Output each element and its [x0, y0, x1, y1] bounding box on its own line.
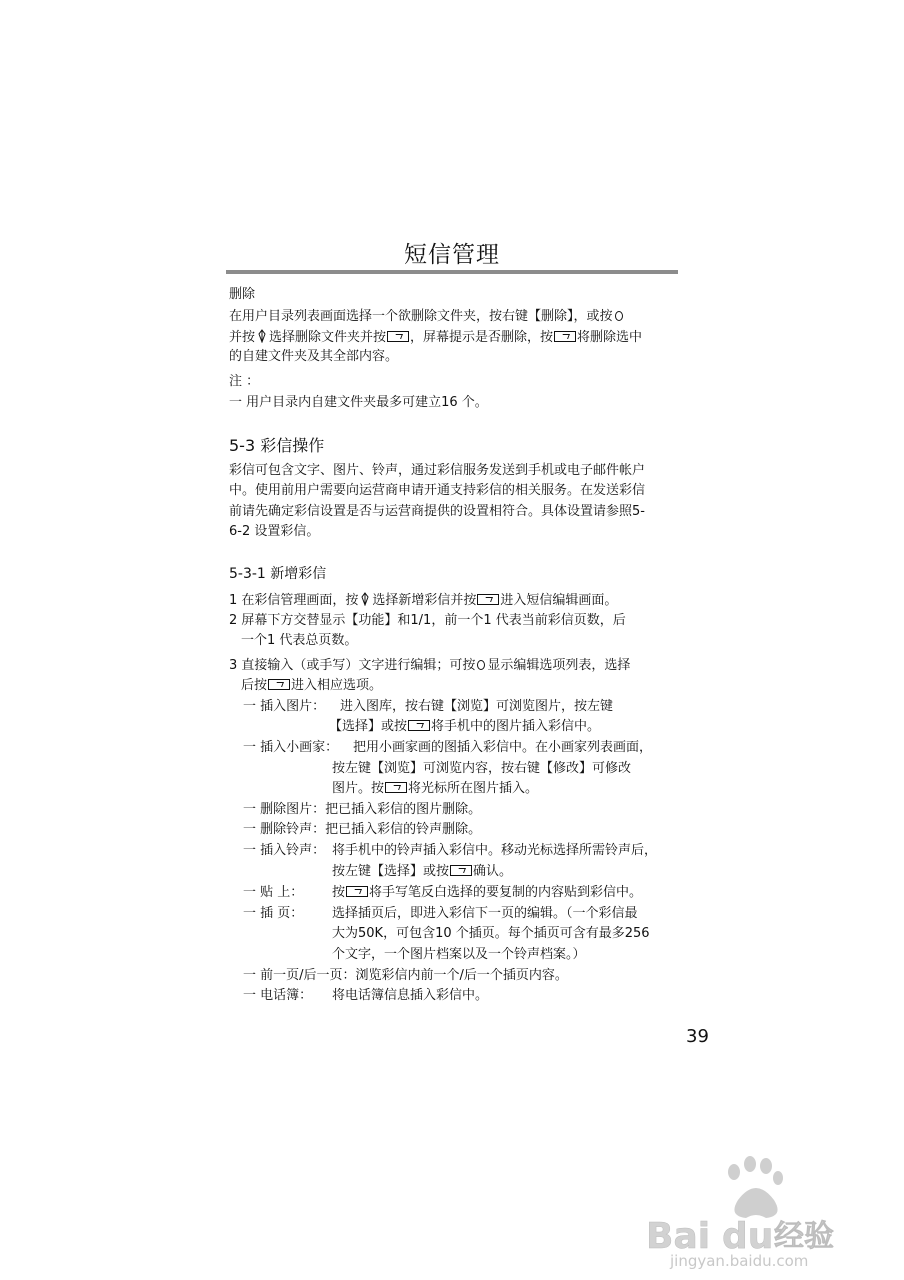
delete-heading: 删除: [229, 287, 256, 302]
option-insert-page-line-1: 选择插页后，即进入彩信下一页的编辑。（一个彩信最: [332, 906, 638, 921]
option-delete-image: 一 删除图片：把已插入彩信的图片删除。: [243, 802, 482, 817]
softkey-icon: [450, 865, 472, 876]
watermark-brand-right: du: [722, 1216, 774, 1257]
option-insert-ringtone-line-2: 按左键【选择】或按 确认。: [332, 864, 513, 879]
step-2-line-2: 一个1 代表总页数。: [241, 633, 358, 648]
option-insert-image-line-2: 【选择】或按 将手机中的图片插入彩信中。: [329, 719, 601, 734]
delete-para-line-1: 在用户目录列表画面选择一个欲删除文件夹，按右键【删除】，或按: [229, 309, 625, 325]
option-insert-ringtone-label: 一 插入铃声：: [243, 843, 326, 858]
softkey-icon: [554, 331, 576, 342]
paw-icon: [728, 1156, 783, 1218]
softkey-icon: [387, 331, 409, 342]
option-paste-line-1: 按 将手写笔反白选择的要复制的内容贴到彩信中。: [332, 885, 643, 900]
option-insert-painter-label: 一 插入小画家：: [243, 740, 339, 755]
section-5-3-line-3: 前请先确定彩信设置是否与运营商提供的设置相符合。具体设置请参照5-: [229, 504, 645, 519]
softkey-icon: [346, 886, 368, 897]
watermark-brand-cn: 经验: [774, 1219, 834, 1254]
baidu-watermark-logo: [640, 1140, 870, 1270]
option-insert-painter-line-3: 图片。按 将光标所在图片插入。: [332, 781, 539, 796]
softkey-icon: [477, 594, 499, 605]
delete-para-line-2: 并按 选择删除文件夹并按 ，屏幕提示是否删除，按 将删除选中: [229, 330, 643, 345]
option-insert-page-label: 一 插 页：: [243, 906, 304, 921]
watermark-brand-left: Bai: [646, 1216, 711, 1257]
option-phonebook-label: 一 电话簿：: [243, 988, 313, 1003]
section-5-3-heading: 5-3 彩信操作: [229, 436, 325, 455]
title-rule: [226, 270, 678, 274]
section-5-3-line-1: 彩信可包含文字、图片、铃声，通过彩信服务发送到手机或电子邮件帐户: [229, 463, 646, 478]
option-delete-ringtone: 一 删除铃声：把已插入彩信的铃声删除。: [243, 822, 482, 837]
nav-key-icon: [257, 329, 267, 343]
ok-key-icon: [615, 311, 623, 321]
step-2-line-1: 2 屏幕下方交替显示【功能】和1/1，前一个1 代表当前彩信页数，后: [229, 613, 626, 628]
section-5-3-line-4: 6-2 设置彩信。: [229, 524, 320, 539]
section-5-3-line-2: 中。使用前用户需要向运营商申请开通支持彩信的相关服务。在发送彩信: [229, 483, 646, 498]
option-insert-painter-line-2: 按左键【浏览】可浏览内容，按右键【修改】可修改: [332, 761, 632, 776]
option-insert-ringtone-line-1: 将手机中的铃声插入彩信中。移动光标选择所需铃声后，: [332, 843, 658, 858]
softkey-icon: [385, 782, 407, 793]
section-5-3-1-heading: 5-3-1 新增彩信: [229, 566, 327, 582]
note-line: 一 用户目录内自建文件夹最多可建立16 个。: [229, 395, 488, 410]
option-insert-page-line-3: 个文字，一个图片档案以及一个铃声档案。）: [332, 947, 586, 962]
page-number: 39: [686, 1026, 709, 1047]
note-label: 注 ：: [229, 374, 260, 389]
nav-key-icon: [360, 592, 370, 606]
softkey-icon: [268, 679, 290, 690]
option-paste-label: 一 贴 上：: [243, 885, 304, 900]
page-title: 短信管理: [404, 242, 500, 268]
ok-key-icon: [477, 660, 485, 670]
step-3-line-2: 后按 进入相应选项。: [241, 678, 383, 693]
softkey-icon: [408, 720, 430, 731]
watermark-url: jingyan.baidu.com: [670, 1252, 809, 1270]
step-1: 1 在彩信管理画面，按 选择新增彩信并按 进入短信编辑画面。: [229, 593, 618, 608]
option-insert-painter-line-1: 把用小画家画的图插入彩信中。在小画家列表画面，: [353, 740, 653, 755]
option-insert-image-label: 一 插入图片：: [243, 699, 326, 714]
step-3-line-1: 3 直接输入（或手写）文字进行编辑；可按 显示编辑选项列表，选择: [229, 658, 631, 673]
option-prev-next-page: 一 前一页/后一页：浏览彩信内前一个/后一个插页内容。: [243, 968, 568, 983]
option-phonebook-line-1: 将电话簿信息插入彩信中。: [332, 988, 489, 1003]
option-insert-page-line-2: 大为50K，可包含10 个插页。每个插页可含有最多256: [332, 926, 650, 941]
option-insert-image-line-1: 进入图库，按右键【浏览】可浏览图片，按左键: [340, 699, 614, 714]
delete-para-line-3: 的自建文件夹及其全部内容。: [229, 349, 399, 364]
